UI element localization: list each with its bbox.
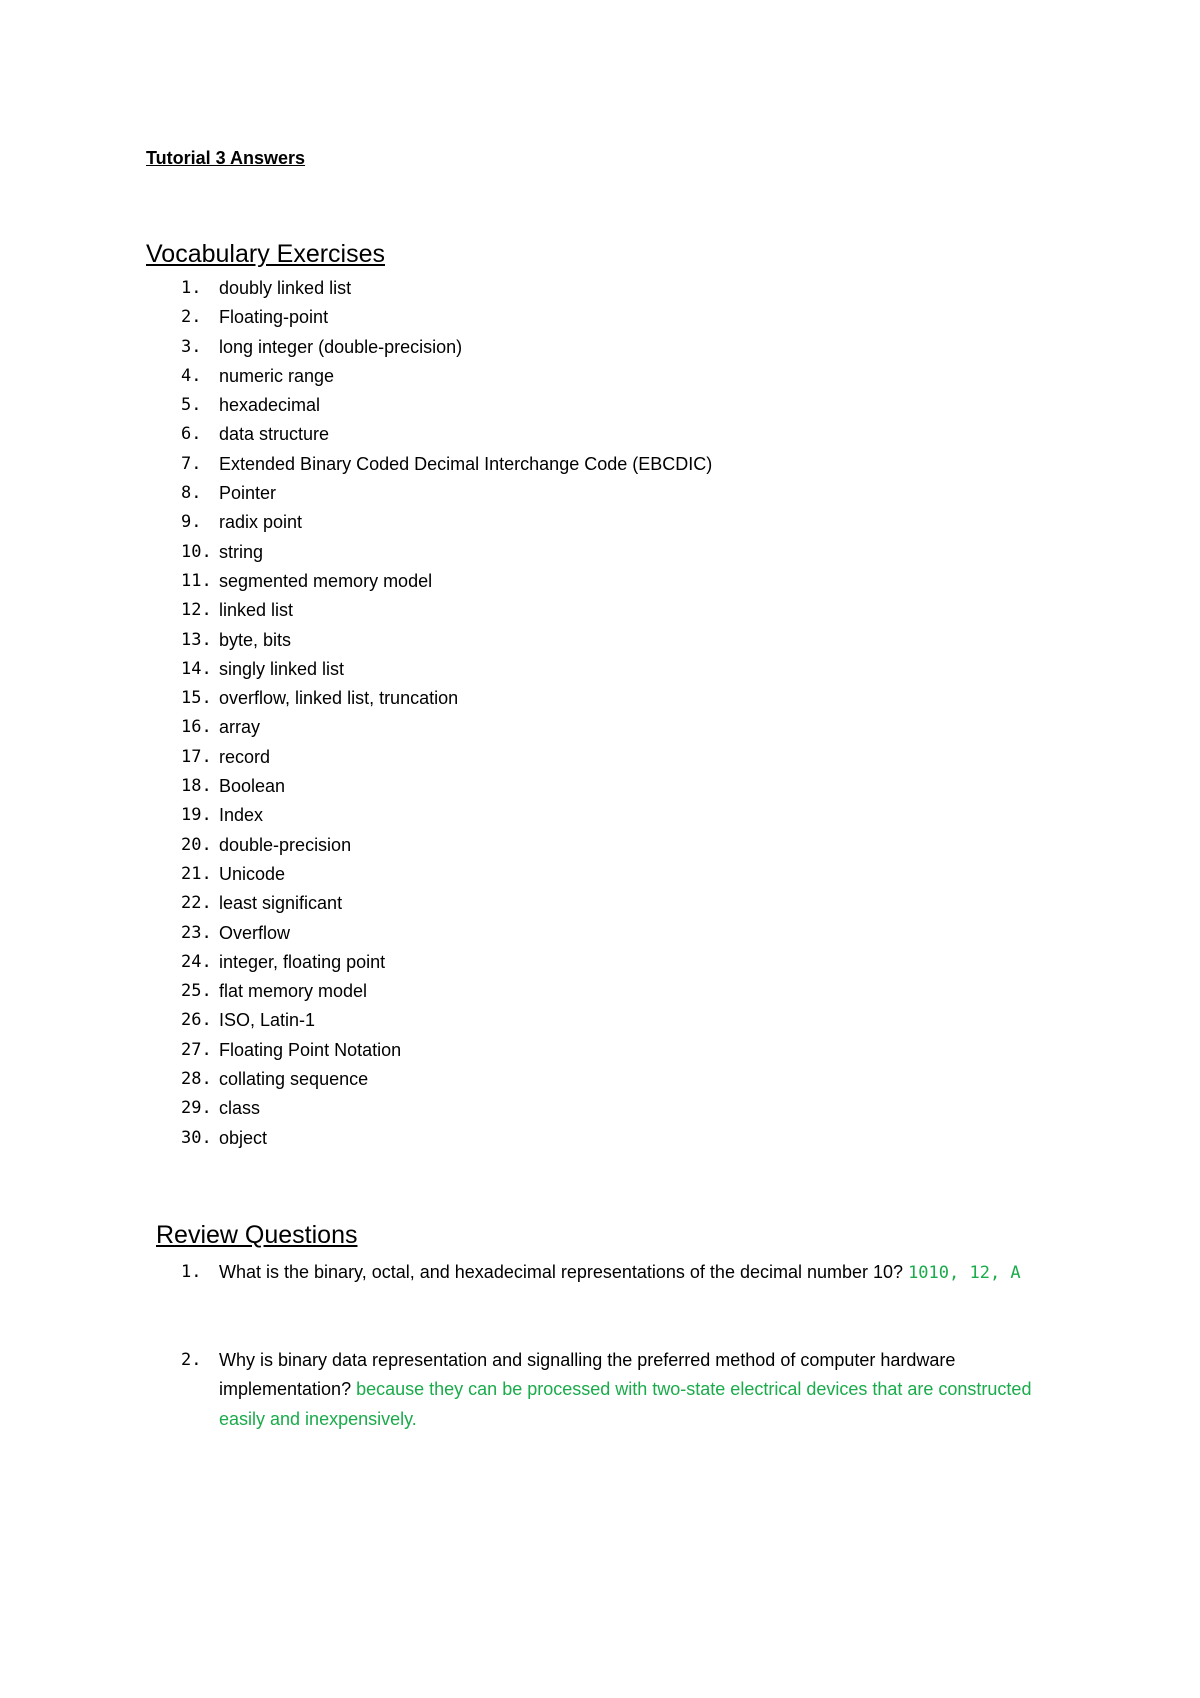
review-questions-heading: Review Questions bbox=[156, 1221, 358, 1249]
item-number: 30. bbox=[181, 1127, 212, 1148]
item-number: 18. bbox=[181, 776, 212, 797]
item-number: 7. bbox=[181, 453, 202, 474]
item-number: 29. bbox=[181, 1098, 212, 1119]
vocabulary-answer: Overflow bbox=[219, 922, 291, 943]
vocabulary-answer: numeric range bbox=[219, 365, 335, 386]
item-number: 14. bbox=[181, 658, 212, 679]
question-text: What is the binary, octal, and hexadecimal representations of the decimal number 10? bbox=[219, 1262, 904, 1282]
item-number: 1. bbox=[181, 278, 202, 298]
answer-text: because they can be processed with two-state electrical devices that are constructed easily and inexpensively. bbox=[219, 1379, 1032, 1429]
vocabulary-answer: long integer (double-precision) bbox=[219, 336, 463, 357]
vocabulary-answer: record bbox=[219, 746, 271, 767]
vocabulary-answer: Floating Point Notation bbox=[219, 1039, 402, 1060]
vocabulary-heading: Vocabulary Exercises bbox=[146, 240, 386, 268]
item-number: 4. bbox=[181, 365, 202, 386]
item-number: 25. bbox=[181, 981, 212, 1002]
vocabulary-answer: object bbox=[219, 1127, 268, 1148]
vocabulary-answer: byte, bits bbox=[219, 629, 292, 650]
vocabulary-answer: double-precision bbox=[219, 834, 352, 855]
item-number: 22. bbox=[181, 893, 212, 914]
item-number: 1. bbox=[181, 1262, 202, 1282]
item-number: 28. bbox=[181, 1069, 212, 1090]
item-number: 24. bbox=[181, 951, 212, 972]
item-number: 8. bbox=[181, 483, 202, 504]
item-number: 16. bbox=[181, 717, 212, 738]
item-number: 20. bbox=[181, 834, 212, 855]
vocabulary-answer: class bbox=[219, 1098, 261, 1119]
vocabulary-answer: radix point bbox=[219, 512, 303, 533]
item-number: 23. bbox=[181, 922, 212, 943]
vocabulary-answer: doubly linked list bbox=[219, 278, 352, 298]
vocabulary-answer: Floating-point bbox=[219, 307, 329, 328]
vocabulary-answer: Pointer bbox=[219, 483, 277, 504]
question-text: Why is binary data representation and signalling the preferred method of computer hardware implementation? bbox=[219, 1350, 956, 1400]
item-number: 2. bbox=[181, 307, 202, 328]
item-number: 2. bbox=[181, 1350, 202, 1370]
vocabulary-answer: linked list bbox=[219, 600, 294, 621]
item-number: 19. bbox=[181, 805, 212, 826]
item-number: 11. bbox=[181, 570, 212, 591]
item-number: 3. bbox=[181, 336, 202, 357]
question-body bbox=[219, 1258, 1069, 1288]
vocabulary-answer: singly linked list bbox=[219, 658, 345, 679]
item-number: 5. bbox=[181, 395, 202, 416]
vocabulary-answer: data structure bbox=[219, 424, 330, 445]
item-number: 21. bbox=[181, 863, 212, 884]
vocabulary-answer: overflow, linked list, truncation bbox=[219, 688, 459, 709]
vocabulary-answer: collating sequence bbox=[219, 1069, 369, 1090]
vocabulary-answer: hexadecimal bbox=[219, 395, 321, 416]
vocabulary-answer: Boolean bbox=[219, 776, 286, 797]
item-number: 9. bbox=[181, 512, 202, 533]
vocabulary-answer: string bbox=[219, 541, 264, 562]
question-body bbox=[219, 1346, 1069, 1434]
vocabulary-answer: Extended Binary Coded Decimal Interchange Code (EBCDIC) bbox=[219, 453, 713, 474]
item-number: 13. bbox=[181, 629, 212, 650]
item-number: 17. bbox=[181, 746, 212, 767]
vocabulary-answer: Unicode bbox=[219, 863, 286, 884]
vocabulary-answer: ISO, Latin-1 bbox=[219, 1010, 316, 1031]
vocabulary-answer: least significant bbox=[219, 893, 343, 914]
item-number: 27. bbox=[181, 1039, 212, 1060]
document-title: Tutorial 3 Answers bbox=[146, 148, 306, 168]
item-number: 12. bbox=[181, 600, 212, 621]
item-number: 10. bbox=[181, 541, 212, 562]
vocabulary-answer: array bbox=[219, 717, 261, 738]
item-number: 15. bbox=[181, 688, 212, 709]
vocabulary-answer: Index bbox=[219, 805, 264, 826]
vocabulary-answer: integer, floating point bbox=[219, 951, 386, 972]
vocabulary-answer: flat memory model bbox=[219, 981, 368, 1002]
item-number: 6. bbox=[181, 424, 202, 445]
vocabulary-answer: segmented memory model bbox=[219, 570, 433, 591]
item-number: 26. bbox=[181, 1010, 212, 1031]
answer-text: 1010, 12, A bbox=[908, 1263, 1021, 1283]
